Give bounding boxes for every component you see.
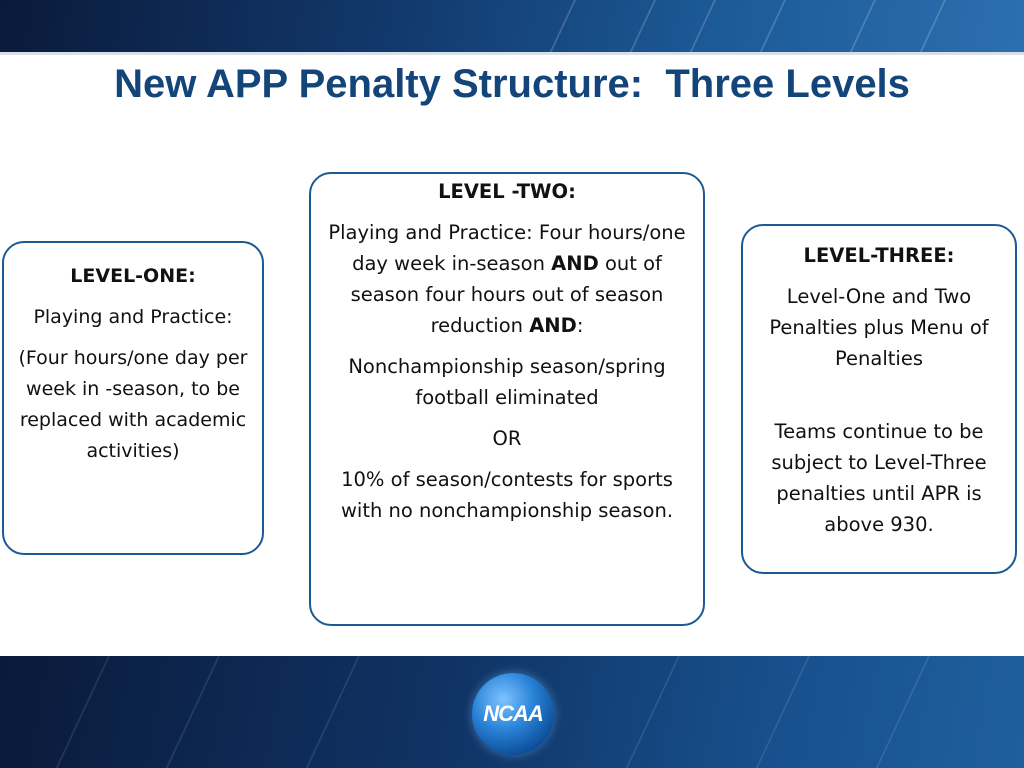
- level-two-heading: LEVEL -TWO:: [438, 180, 576, 203]
- level-one-line1: Playing and Practice:: [33, 306, 233, 328]
- level-three-paragraph2: Teams continue to be subject to Level-Three penalties until APR is above 930.: [771, 420, 987, 536]
- level-two-box: [309, 172, 705, 626]
- header-band: [0, 0, 1024, 52]
- slide-title: New APP Penalty Structure: Three Levels: [114, 62, 910, 106]
- level-one-box: [2, 241, 264, 555]
- level-three-heading: LEVEL-THREE:: [803, 244, 955, 267]
- level-two-p1-part2: out of season four hours out of season reduction: [350, 252, 664, 337]
- ncaa-logo-text: NCAA: [483, 701, 543, 726]
- level-two-p1-part1: Playing and Practice: Four hours/one day week in-season: [328, 221, 686, 275]
- level-one-line2: (Four hours/one day per week in -season, to be replaced with academic activities): [18, 347, 248, 462]
- level-two-paragraph3: OR: [492, 427, 522, 450]
- level-one-heading: LEVEL-ONE:: [70, 265, 196, 287]
- level-three-box: [741, 224, 1017, 574]
- header-rule: [0, 52, 1024, 55]
- level-two-p1-and1: AND: [551, 252, 599, 275]
- level-two-p1-and2: AND: [529, 314, 577, 337]
- level-two-paragraph1: [327, 217, 687, 341]
- level-two-p1-part3: :: [576, 314, 584, 337]
- level-two-paragraph4: 10% of season/contests for sports with no nonchampionship season.: [340, 468, 674, 522]
- ncaa-logo-icon: [472, 673, 554, 755]
- level-three-spacer: [751, 384, 1007, 416]
- level-three-paragraph1: Level-One and Two Penalties plus Menu of Penalties: [769, 285, 989, 370]
- level-two-paragraph2: Nonchampionship season/spring football eliminated: [348, 355, 666, 409]
